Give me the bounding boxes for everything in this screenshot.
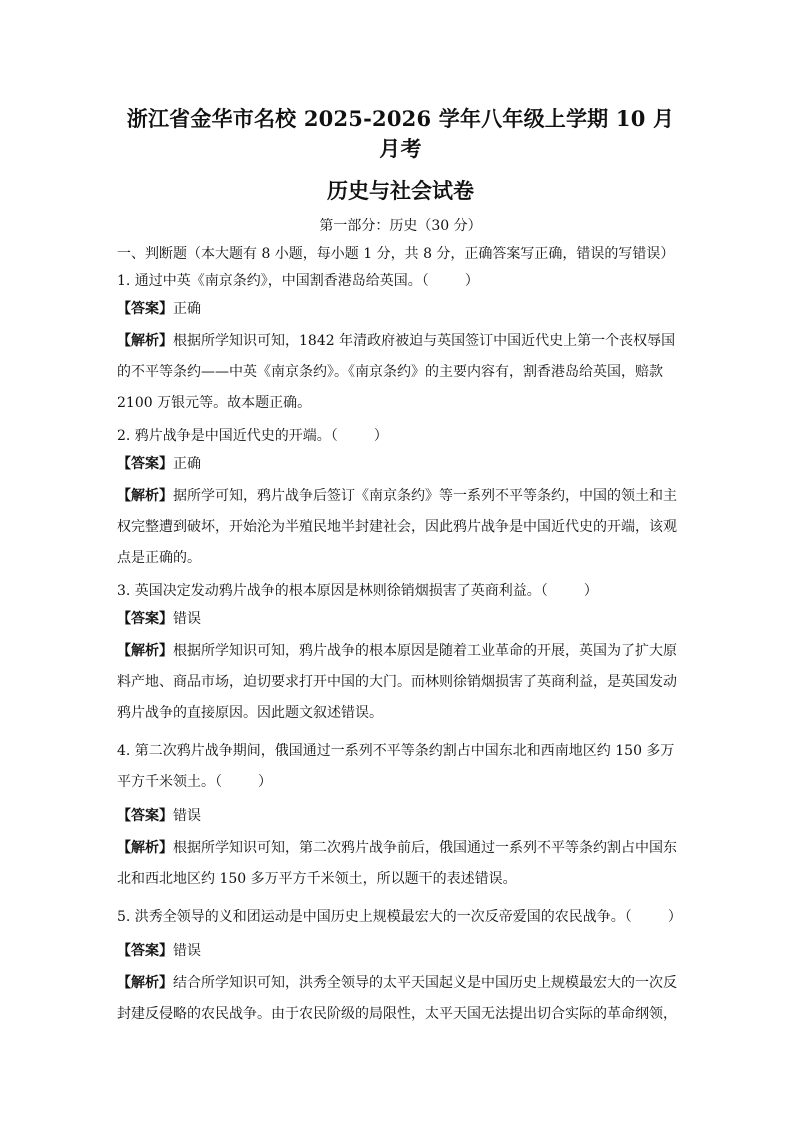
answer-value: 正确 <box>173 301 201 317</box>
question-5-analysis <box>117 968 684 1030</box>
question-4-answer <box>117 806 684 826</box>
answer-label: 【答案】 <box>117 808 173 824</box>
answer-label: 【答案】 <box>117 301 173 317</box>
question-5-stem <box>117 902 684 933</box>
question-stem-end: ） <box>464 273 479 289</box>
answer-value: 错误 <box>173 808 201 824</box>
analysis-text: 根据所学知识可知，第二次鸦片战争前后，俄国通过一系列不平等条约割占中国东北和西北地区约 150 多万平方千米领土，所以题干的表述错误。 <box>117 840 677 887</box>
answer-value: 正确 <box>173 456 201 472</box>
analysis-label: 【解析】 <box>117 488 173 504</box>
analysis-label: 【解析】 <box>117 643 173 659</box>
question-1-answer <box>117 299 684 319</box>
analysis-text: 结合所学知识可知，洪秀全领导的太平天国起义是中国历史上规模最宏大的一次反封建反侵略的农民战争。由于农民阶级的局限性，太平天国无法提出切合实际的革命纲领， <box>117 975 677 1022</box>
question-stem-text: 2. 鸦片战争是中国近代史的开端。（ <box>117 428 338 444</box>
analysis-text: 根据所学知识可知，鸦片战争的根本原因是随着工业革命的开展，英国为了扩大原料产地、商品市场，迫切要求打开中国的大门。而林则徐销烟损害了英商利益，是英国发动鸦片战争的直接原因。因此题文叙述错误。 <box>117 643 677 721</box>
question-4-stem <box>117 736 684 798</box>
question-stem-end: ） <box>667 909 682 925</box>
question-2-analysis <box>117 481 684 574</box>
question-5-answer <box>117 941 684 961</box>
part-heading: 第一部分：历史（30 分） <box>319 218 482 234</box>
analysis-text: 据所学可知，鸦片战争后签订《南京条约》等一系列不平等条约，中国的领土和主权完整遭到破坏，开始沦为半殖民地半封建社会，因此鸦片战争是中国近代史的开端，该观点是正确的。 <box>117 488 677 566</box>
section-title: 一、判断题（本大题有 8 小题，每小题 1 分，共 8 分，正确答案写正确，错误的写错误） <box>117 246 675 262</box>
analysis-text: 根据所学知识可知，1842 年清政府被迫与英国签订中国近代史上第一个丧权辱国的不平等条约——中英《南京条约》。《南京条约》的主要内容有，割香港岛给英国，赔款 2100 万银元等。故本题正确。 <box>117 333 676 411</box>
question-stem-text: 4. 第二次鸦片战争期间，俄国通过一系列不平等条约割占中国东北和西南地区约 150 多万平方千米领土。（ <box>117 743 675 790</box>
document-title: 浙江省金华市名校 2025-2026 学年八年级上学期 10 月月考 <box>126 106 675 161</box>
question-stem-text: 1. 通过中英《南京条约》，中国割香港岛给英国。（ <box>117 273 429 289</box>
answer-label: 【答案】 <box>117 611 173 627</box>
question-stem-end: ） <box>583 583 598 599</box>
analysis-label: 【解析】 <box>117 975 173 991</box>
answer-value: 错误 <box>173 943 201 959</box>
question-2-stem <box>117 426 684 446</box>
question-1-stem <box>117 271 684 291</box>
document-subtitle: 历史与社会试卷 <box>327 178 474 203</box>
answer-label: 【答案】 <box>117 456 173 472</box>
answer-label: 【答案】 <box>117 943 173 959</box>
question-stem-text: 5. 洪秀全领导的义和团运动是中国历史上规模最宏大的一次反帝爱国的农民战争。（ <box>117 909 632 925</box>
question-3-answer <box>117 609 684 629</box>
question-3-analysis <box>117 636 684 729</box>
question-stem-text: 3. 英国决定发动鸦片战争的根本原因是林则徐销烟损害了英商利益。（ <box>117 583 548 599</box>
answer-value: 错误 <box>173 611 201 627</box>
analysis-label: 【解析】 <box>117 840 173 856</box>
question-1-analysis <box>117 326 684 419</box>
question-stem-end: ） <box>373 428 388 444</box>
question-stem-end: ） <box>258 774 272 790</box>
question-4-analysis <box>117 833 684 895</box>
analysis-label: 【解析】 <box>117 333 173 349</box>
question-3-stem <box>117 581 684 601</box>
question-2-answer <box>117 454 684 474</box>
